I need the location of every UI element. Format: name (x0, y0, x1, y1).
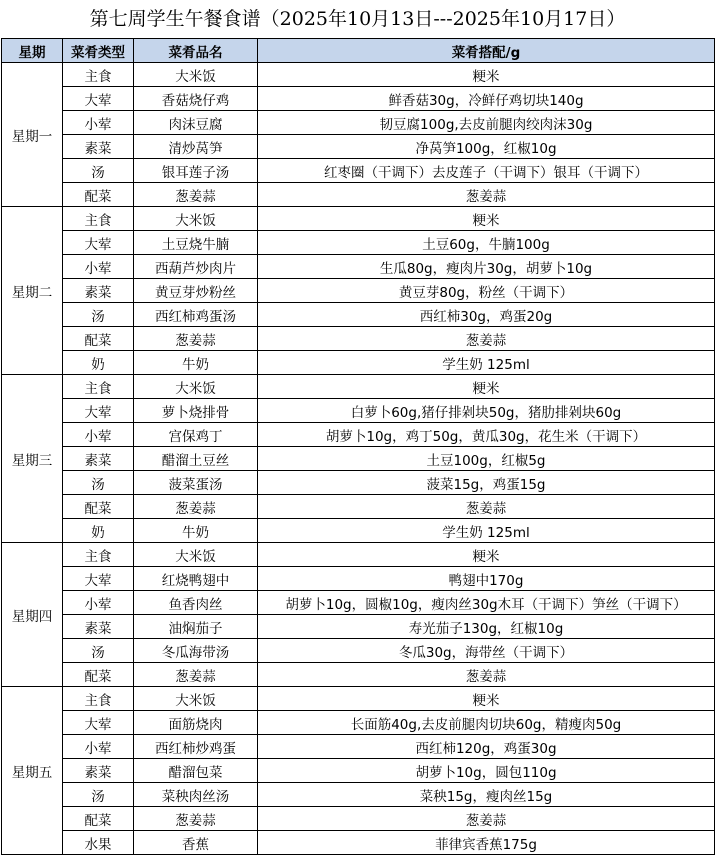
dish-type-cell: 小荤 (63, 111, 134, 135)
day-label: 星期二 (2, 207, 63, 375)
ingredients-cell: 葱姜蒜 (258, 495, 715, 519)
dish-name-cell: 香菇烧仔鸡 (134, 87, 258, 111)
ingredients-cell: 长面筋40g,去皮前腿肉切块60g，精瘦肉50g (258, 711, 715, 735)
table-row (2, 543, 715, 567)
dish-name-cell: 西红柿炒鸡蛋 (134, 735, 258, 759)
header-row (2, 39, 715, 63)
dish-name-cell: 萝卜烧排骨 (134, 399, 258, 423)
header-dish: 菜肴品名 (134, 39, 258, 63)
table-row (2, 783, 715, 807)
dish-name-cell: 宫保鸡丁 (134, 423, 258, 447)
dish-type-cell: 大荤 (63, 87, 134, 111)
dish-name-cell: 大米饭 (134, 687, 258, 711)
ingredients-cell: 菠菜15g，鸡蛋15g (258, 471, 715, 495)
dish-type-cell: 大荤 (63, 399, 134, 423)
ingredients-cell: 胡萝卜10g，鸡丁50g，黄瓜30g，花生米（干调下） (258, 423, 715, 447)
dish-name-cell: 菜秧肉丝汤 (134, 783, 258, 807)
table-row (2, 447, 715, 471)
dish-type-cell: 配菜 (63, 807, 134, 831)
ingredients-cell: 西红柿120g，鸡蛋30g (258, 735, 715, 759)
dish-name-cell: 牛奶 (134, 351, 258, 375)
page-title: 第七周学生午餐食谱（2025年10月13日---2025年10月17日） (89, 8, 626, 30)
dish-type-cell: 小荤 (63, 423, 134, 447)
dish-type-cell: 主食 (63, 687, 134, 711)
dish-name-cell: 银耳莲子汤 (134, 159, 258, 183)
ingredients-cell: 黄豆芽80g，粉丝（干调下） (258, 279, 715, 303)
dish-name-cell: 葱姜蒜 (134, 327, 258, 351)
dish-name-cell: 西葫芦炒肉片 (134, 255, 258, 279)
table-row (2, 591, 715, 615)
ingredients-cell: 学生奶 125ml (258, 351, 715, 375)
dish-name-cell: 大米饭 (134, 207, 258, 231)
dish-name-cell: 油焖茄子 (134, 615, 258, 639)
table-row (2, 471, 715, 495)
ingredients-cell: 鸭翅中170g (258, 567, 715, 591)
dish-type-cell: 小荤 (63, 591, 134, 615)
dish-type-cell: 配菜 (63, 663, 134, 687)
dish-name-cell: 葱姜蒜 (134, 663, 258, 687)
dish-type-cell: 水果 (63, 831, 134, 855)
dish-type-cell: 汤 (63, 303, 134, 327)
dish-type-cell: 素菜 (63, 135, 134, 159)
ingredients-cell: 菜秧15g，瘦肉丝15g (258, 783, 715, 807)
ingredients-cell: 冬瓜30g，海带丝（干调下） (258, 639, 715, 663)
header-type: 菜肴类型 (63, 39, 134, 63)
dish-name-cell: 葱姜蒜 (134, 183, 258, 207)
dish-type-cell: 小荤 (63, 255, 134, 279)
day-label: 星期三 (2, 375, 63, 543)
day-label: 星期四 (2, 543, 63, 687)
dish-type-cell: 小荤 (63, 735, 134, 759)
table-row (2, 423, 715, 447)
day-label: 星期五 (2, 687, 63, 855)
dish-name-cell: 肉沫豆腐 (134, 111, 258, 135)
dish-name-cell: 大米饭 (134, 63, 258, 87)
table-row (2, 519, 715, 543)
dish-type-cell: 配菜 (63, 327, 134, 351)
table-row (2, 831, 715, 855)
dish-name-cell: 菠菜蛋汤 (134, 471, 258, 495)
ingredients-cell: 净莴笋100g，红椒10g (258, 135, 715, 159)
dish-type-cell: 奶 (63, 519, 134, 543)
table-row (2, 63, 715, 87)
table-row (2, 807, 715, 831)
ingredients-cell: 韧豆腐100g,去皮前腿肉绞肉沫30g (258, 111, 715, 135)
ingredients-cell: 生瓜80g，瘦肉片30g，胡萝卜10g (258, 255, 715, 279)
ingredients-cell: 西红柿30g，鸡蛋20g (258, 303, 715, 327)
table-row (2, 639, 715, 663)
table-row (2, 495, 715, 519)
dish-type-cell: 主食 (63, 63, 134, 87)
table-row (2, 711, 715, 735)
dish-type-cell: 主食 (63, 375, 134, 399)
dish-type-cell: 素菜 (63, 279, 134, 303)
dish-type-cell: 汤 (63, 639, 134, 663)
header-ingredients: 菜肴搭配/g (258, 39, 715, 63)
table-row (2, 231, 715, 255)
dish-type-cell: 主食 (63, 543, 134, 567)
ingredients-cell: 红枣圈（干调下）去皮莲子（干调下）银耳（干调下） (258, 159, 715, 183)
ingredients-cell: 粳米 (258, 543, 715, 567)
table-row (2, 735, 715, 759)
dish-type-cell: 汤 (63, 783, 134, 807)
dish-name-cell: 醋溜包菜 (134, 759, 258, 783)
dish-name-cell: 冬瓜海带汤 (134, 639, 258, 663)
dish-name-cell: 葱姜蒜 (134, 807, 258, 831)
dish-type-cell: 配菜 (63, 183, 134, 207)
dish-name-cell: 红烧鸭翅中 (134, 567, 258, 591)
table-row (2, 159, 715, 183)
dish-type-cell: 大荤 (63, 567, 134, 591)
ingredients-cell: 学生奶 125ml (258, 519, 715, 543)
ingredients-cell: 菲律宾香蕉175g (258, 831, 715, 855)
dish-name-cell: 西红柿鸡蛋汤 (134, 303, 258, 327)
ingredients-cell: 粳米 (258, 687, 715, 711)
ingredients-cell: 葱姜蒜 (258, 663, 715, 687)
ingredients-cell: 土豆60g，牛腩100g (258, 231, 715, 255)
dish-name-cell: 牛奶 (134, 519, 258, 543)
dish-type-cell: 奶 (63, 351, 134, 375)
table-row (2, 687, 715, 711)
dish-name-cell: 香蕉 (134, 831, 258, 855)
table-row (2, 351, 715, 375)
table-row (2, 279, 715, 303)
dish-name-cell: 黄豆芽炒粉丝 (134, 279, 258, 303)
ingredients-cell: 胡萝卜10g，圆椒10g，瘦肉丝30g木耳（干调下）笋丝（干调下） (258, 591, 715, 615)
table-row (2, 327, 715, 351)
ingredients-cell: 葱姜蒜 (258, 183, 715, 207)
ingredients-cell: 白萝卜60g,猪仔排剁块50g，猪肋排剁块60g (258, 399, 715, 423)
dish-name-cell: 鱼香肉丝 (134, 591, 258, 615)
table-row (2, 375, 715, 399)
ingredients-cell: 葱姜蒜 (258, 807, 715, 831)
table-row (2, 567, 715, 591)
table-row (2, 135, 715, 159)
dish-type-cell: 素菜 (63, 759, 134, 783)
dish-type-cell: 主食 (63, 207, 134, 231)
dish-name-cell: 醋溜土豆丝 (134, 447, 258, 471)
table-row (2, 759, 715, 783)
day-label: 星期一 (2, 63, 63, 207)
dish-type-cell: 配菜 (63, 495, 134, 519)
ingredients-cell: 胡萝卜10g，圆包110g (258, 759, 715, 783)
ingredients-cell: 粳米 (258, 207, 715, 231)
ingredients-cell: 粳米 (258, 63, 715, 87)
table-row (2, 183, 715, 207)
table-row (2, 399, 715, 423)
table-row (2, 303, 715, 327)
dish-type-cell: 汤 (63, 159, 134, 183)
menu-body (2, 63, 715, 855)
dish-type-cell: 素菜 (63, 615, 134, 639)
header-day: 星期 (2, 39, 63, 63)
table-row (2, 111, 715, 135)
ingredients-cell: 土豆100g，红椒5g (258, 447, 715, 471)
dish-type-cell: 汤 (63, 471, 134, 495)
dish-name-cell: 葱姜蒜 (134, 495, 258, 519)
table-row (2, 615, 715, 639)
dish-name-cell: 清炒莴笋 (134, 135, 258, 159)
dish-type-cell: 大荤 (63, 711, 134, 735)
menu-table (1, 38, 715, 855)
ingredients-cell: 粳米 (258, 375, 715, 399)
dish-name-cell: 大米饭 (134, 375, 258, 399)
ingredients-cell: 葱姜蒜 (258, 327, 715, 351)
dish-name-cell: 大米饭 (134, 543, 258, 567)
table-row (2, 207, 715, 231)
table-row (2, 87, 715, 111)
dish-type-cell: 大荤 (63, 231, 134, 255)
dish-name-cell: 面筋烧肉 (134, 711, 258, 735)
table-row (2, 255, 715, 279)
table-row (2, 663, 715, 687)
dish-name-cell: 土豆烧牛腩 (134, 231, 258, 255)
ingredients-cell: 鲜香菇30g，冷鲜仔鸡切块140g (258, 87, 715, 111)
ingredients-cell: 寿光茄子130g，红椒10g (258, 615, 715, 639)
dish-type-cell: 素菜 (63, 447, 134, 471)
